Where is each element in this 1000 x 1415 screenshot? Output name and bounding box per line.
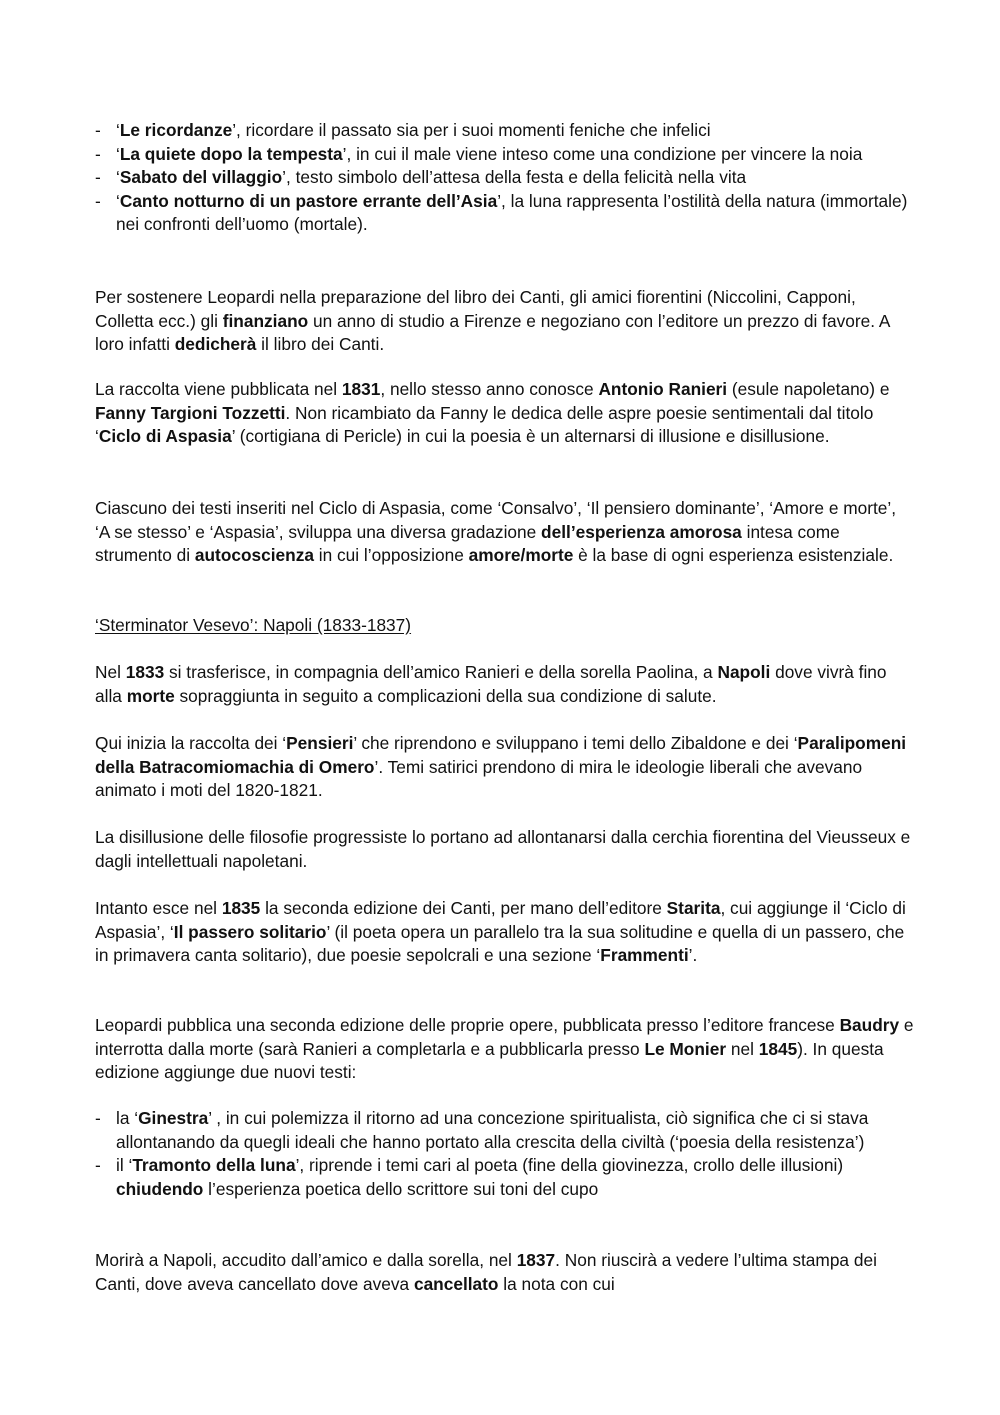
bold-text: La quiete dopo la tempesta xyxy=(119,143,343,164)
paragraph-pensieri xyxy=(95,732,915,803)
text-segment: La raccolta viene pubblicata nel xyxy=(95,379,342,399)
text-segment: ’ che riprendono e sviluppano i temi dello Zibaldone e dei ‘ xyxy=(353,733,798,753)
text-segment: (esule napoletano) e xyxy=(727,379,900,399)
text-segment: , cui aggiunge il ‘Ciclo di Aspasia’, ‘ xyxy=(95,898,910,942)
bold-text: Paralipomeni della Batracomiomachia di Omero xyxy=(95,733,911,777)
list-item xyxy=(95,1154,915,1201)
bold-text: Napoli xyxy=(717,662,771,682)
text-segment: ’ , in cui polemizza il ritorno ad una concezione spiritualista, ciò significa che ci si stava allontanando da quegli ideali che hanno portato alla crescita della civiltà (‘poesia della resistenza’) xyxy=(116,1108,874,1152)
text-segment: Per sostenere Leopardi nella preparazione del libro dei Canti, gli amici fiorentini (Niccolini, Capponi, Colletta ecc.) gli xyxy=(95,287,861,331)
text-segment: ’, in cui il male viene inteso come una condizione per vincere la noia xyxy=(342,143,863,164)
text-segment: ’. xyxy=(688,945,698,966)
text-segment: Nel xyxy=(95,662,126,682)
text-segment: un anno di studio a Firenze e negoziano con l’editore un prezzo di favore. A loro infatti xyxy=(95,310,895,355)
new-texts-list xyxy=(95,1107,915,1201)
text-segment: la ‘ xyxy=(116,1108,139,1128)
text-segment: ‘ xyxy=(116,143,120,164)
dash-bullet-icon: - xyxy=(95,1155,101,1176)
bold-text: chiudendo xyxy=(116,1178,204,1199)
bold-text: 1845 xyxy=(758,1038,798,1059)
text-segment: si trasferisce, in compagnia dell’amico Ranieri e della sorella Paolina, a xyxy=(164,662,718,682)
text-segment: il ‘ xyxy=(116,1155,133,1176)
paragraph-napoli xyxy=(95,661,915,708)
dash-bullet-icon: - xyxy=(95,120,101,140)
text-segment: ‘ xyxy=(116,167,120,188)
bold-text: 1833 xyxy=(125,662,165,682)
text-segment: Morirà a Napoli, accudito dall’amico e dalla sorella, nel xyxy=(95,1250,517,1270)
list-item xyxy=(95,143,915,167)
bold-text: morte xyxy=(126,685,175,706)
text-segment: . Non riuscirà a vedere l’ultima stampa dei Canti, dove aveva cancellato dove aveva xyxy=(95,1250,882,1294)
bold-text: Fanny Targioni Tozzetti xyxy=(95,402,286,423)
list-item xyxy=(95,190,915,237)
bold-text: cancellato xyxy=(413,1273,499,1294)
bold-text: 1831 xyxy=(341,379,381,399)
bold-text: 1837 xyxy=(516,1250,556,1270)
text-segment: ’, riprende i temi cari al poeta (fine della giovinezza, crollo delle illusioni) xyxy=(295,1155,848,1176)
paragraph-finanziamento xyxy=(95,286,915,357)
bold-text: Antonio Ranieri xyxy=(598,379,728,399)
bold-text: Tramonto della luna xyxy=(132,1155,296,1176)
paragraph-disillusione xyxy=(95,826,915,873)
bold-text: 1835 xyxy=(221,898,261,918)
text-segment: il libro dei Canti. xyxy=(256,334,385,355)
text-segment: la nota con cui xyxy=(498,1273,615,1294)
dash-bullet-icon: - xyxy=(95,1108,101,1128)
paragraph-raccolta-1831 xyxy=(95,378,915,449)
text-segment: la seconda edizione dei Canti, per mano dell’editore xyxy=(260,898,667,918)
text-segment: , nello stesso anno conosce xyxy=(380,379,599,399)
bold-text: Le ricordanze xyxy=(119,120,233,140)
bold-text: dell’esperienza amorosa xyxy=(541,521,742,542)
bold-text: Le Monier xyxy=(644,1038,727,1059)
text-segment: ’, testo simbolo dell’attesa della festa e della felicità nella vita xyxy=(282,167,747,188)
text-segment: ‘ xyxy=(116,120,120,140)
bold-text: Canto notturno di un pastore errante dell’Asia xyxy=(119,190,498,211)
paragraph-ciclo-aspasia xyxy=(95,497,915,568)
bold-text: Baudry xyxy=(839,1015,900,1035)
poems-list xyxy=(95,119,915,237)
bold-text: finanziano xyxy=(222,310,309,331)
text-segment: ’, ricordare il passato sia per i suoi momenti feniche che infelici xyxy=(232,120,711,140)
text-segment: nel xyxy=(726,1038,759,1059)
text-segment: Ciascuno dei testi inseriti nel Ciclo di Aspasia, come ‘Consalvo’, ‘Il pensiero dominante’, ‘Amore e morte’, ‘A se stesso’ e ‘Aspasia’, sviluppa una diversa gradazione xyxy=(95,498,901,542)
paragraph-morte xyxy=(95,1249,915,1296)
dash-bullet-icon: - xyxy=(95,190,101,211)
list-item xyxy=(95,1107,915,1154)
text-segment: e interrotta dalla morte (sarà Ranieri a completarla e a pubblicarla presso xyxy=(95,1015,919,1059)
bold-text: amore/morte xyxy=(468,545,574,566)
text-segment: ). In questa edizione aggiunge due nuovi testi: xyxy=(95,1038,889,1083)
text-segment: dove vivrà fino alla xyxy=(95,662,892,706)
text-segment: ’ (il poeta opera un parallelo tra la sua solitudine e quella di un passero, che in primavera canta solitario), due poesie sepolcrali e una sezione ‘ xyxy=(95,921,909,966)
text-segment: sopraggiunta in seguito a complicazioni della sua condizione di salute. xyxy=(174,685,717,706)
bold-text: Frammenti xyxy=(600,945,689,966)
list-item xyxy=(95,166,915,190)
bold-text: dedicherà xyxy=(174,334,257,355)
text-segment: in cui l’opposizione xyxy=(313,545,469,566)
text-segment: ’. Temi satirici prendono di mira le ideologie liberali che avevano animato i moti del 1820-1821. xyxy=(95,756,867,801)
bold-text: Starita xyxy=(666,898,721,918)
text-segment: intesa come strumento di xyxy=(95,521,845,566)
bold-text: Pensieri xyxy=(286,733,354,753)
bold-text: Il passero solitario xyxy=(173,921,327,942)
text-segment: è la base di ogni esperienza esistenziale. xyxy=(573,545,894,566)
bold-text: Ginestra xyxy=(138,1108,209,1128)
paragraph-edizione-1835 xyxy=(95,897,915,968)
text-segment: La disillusione delle filosofie progressiste lo portano ad allontanarsi dalla cerchia fiorentina del Vieusseux e dagli intellettuali napoletani. xyxy=(95,827,916,871)
bold-text: Sabato del villaggio xyxy=(119,167,283,188)
bold-text: Ciclo di Aspasia xyxy=(98,426,232,447)
text-segment: ’ (cortigiana di Pericle) in cui la poesia è un alternarsi di illusione e disillusione. xyxy=(231,426,830,447)
text-segment: ‘ xyxy=(116,190,120,211)
text-segment: Intanto esce nel xyxy=(95,898,222,918)
section-heading xyxy=(95,614,915,638)
underlined-heading-text: ‘Sterminator Vesevo’: Napoli (1833-1837) xyxy=(95,615,412,635)
paragraph-edizione-baudry xyxy=(95,1014,919,1085)
bold-text: autocoscienza xyxy=(194,545,314,566)
text-segment: l’esperienza poetica dello scrittore sui toni del cupo xyxy=(203,1178,599,1199)
text-segment: . Non ricambiato da Fanny le dedica delle aspre poesie sentimentali dal titolo ‘ xyxy=(95,402,879,447)
dash-bullet-icon: - xyxy=(95,143,101,164)
dash-bullet-icon: - xyxy=(95,167,101,188)
text-segment: ’, la luna rappresenta l’ostilità della natura (immortale) nei confronti dell’uomo (mortale). xyxy=(116,190,913,235)
list-item xyxy=(95,119,915,143)
text-segment: Qui inizia la raccolta dei ‘ xyxy=(95,733,287,753)
text-segment: Leopardi pubblica una seconda edizione delle proprie opere, pubblicata presso l’editore francese xyxy=(95,1015,840,1035)
